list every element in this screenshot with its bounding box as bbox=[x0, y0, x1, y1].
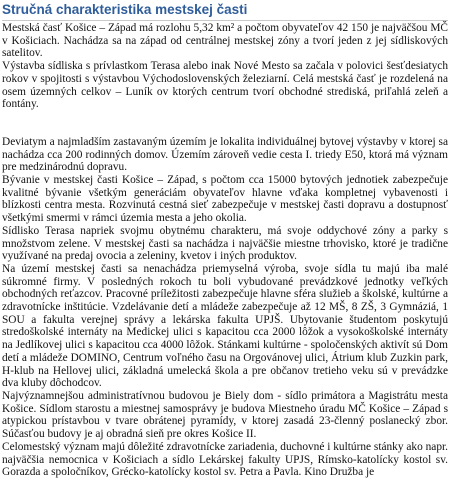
intro-paragraph-area: Mestská časť Košice – Západ má rozlohu 5,32 km² a počtom obyvateľov 42 150 je najväčšou MČ v Košiciach. Nachádza sa na západ od centrálnej mestskej zóny a tvorí jeden z jej sídliskových satelitov. bbox=[2, 22, 448, 60]
page-title: Stručná charakteristika mestskej časti bbox=[2, 2, 248, 17]
title-divider bbox=[2, 20, 448, 21]
body-paragraph-economy-education: Na území mestskej časti sa nenachádza priemyselná výroba, svoje sídla tu majú iba malé súkromné firmy. V posledných rokoch tu boli vybudované prevádzkové jednotky veľkých obchodných reťazcov. Pracovné príležitosti zabezpečuje hlavne sféra služieb a školské, kultúrne a zdravotnícke inštitúcie. Vzdelávanie detí a mládeže zabezpečuje až 12 MŠ, 8 ZŠ, 3 Gymnáziá, 1 SOU a fakulta verejnej správy a lekárska fakulta UPJŠ. Ubytovanie študentom poskytujú stredoškolské internáty na Medickej ulici s kapacitou cca 2000 lôžok a vysokoškolské internáty na Jedlíkovej ulici s kapacitou cca 4000 lôžok. Stánkami kultúrne - spoločenských aktivít sú Dom detí a mládeže DOMINO, Centrum voľného času na Orgovánovej ulici, Átrium klub Zuzkin park, H-klub na Hellovej ulici, základná umelecká škola a pre občanov tretieho veku sú v prevádzke dva kluby dôchodcov. bbox=[2, 262, 448, 390]
body-paragraph-housing-zone: Deviatym a najmladším zastavaným územím je lokalita individuálnej bytovej výstavby v ktorej sa nachádza cca 200 rodinných domov. Územím zároveň vedie cesta I. triedy E50, ktorá má význam pre medzinárodnú dopravu. bbox=[2, 135, 448, 174]
paragraph-spacer bbox=[2, 111, 448, 136]
body-paragraph-landmarks: Celomestský význam majú dôležité zdravotnícke zariadenia, duchovné i kultúrne stánky ako napr. najväčšia nemocnica v Košiciach a sídlo Lekárskej fakulty UPJS, Rímsko-katolícky kostol sv. Gorazda a spoločníkov, Grécko-katolícky kostol sv. Petra a Pavla. Kino Družba je bbox=[2, 440, 448, 479]
body-paragraph-living: Bývanie v mestskej časti Košice – Západ, s počtom cca 15000 bytových jednotiek zabezpečuje kvalitné bývanie všetkým generáciám obyvateľov hlavne vďaka kompletnej vybavenosti i blízkosti centra mesta. Rozvinutá cestná sieť zabezpečuje v mestskej časti dopravu a dostupnosť všetkými smermi v rámci územia mesta a jeho okolia. bbox=[2, 174, 448, 225]
intro-paragraph-history: Výstavba sídliska s prívlastkom Terasa alebo inak Nové Mesto sa začala v polovici šesťdesiatych rokov v spojitosti s výstavbou Východoslovenských železiarní. Celá mestská časť je rozdelená na osem územných celkov – Luník ov ktorých centrum tvorí obchodné strediská, priľahlá zeleň a fontány. bbox=[2, 60, 448, 111]
body-paragraph-administration: Najvýznamnejšou administratívnou budovou je Biely dom - sídlo primátora a Magistrátu mesta Košice. Sídlom starostu a miestnej samosprávy je budova Miestneho úradu MČ Košice – Západ s atypickou prístavbou v tvare obrátenej pyramídy, v ktorej zasadá 23-členný poslanecký zbor. Súčasťou budovy je aj obradná sieň pre okres Košice II. bbox=[2, 389, 448, 441]
body-paragraph-parks: Sídlisko Terasa napriek svojmu obytnému charakteru, má svoje oddychové zóny a parky s množstvom zelene. V mestskej časti sa nachádza i najväčšie miestne trhovisko, ktoré je tradične využívané na predaj ovocia a zeleniny, kvetov i iných produktov. bbox=[2, 224, 448, 263]
